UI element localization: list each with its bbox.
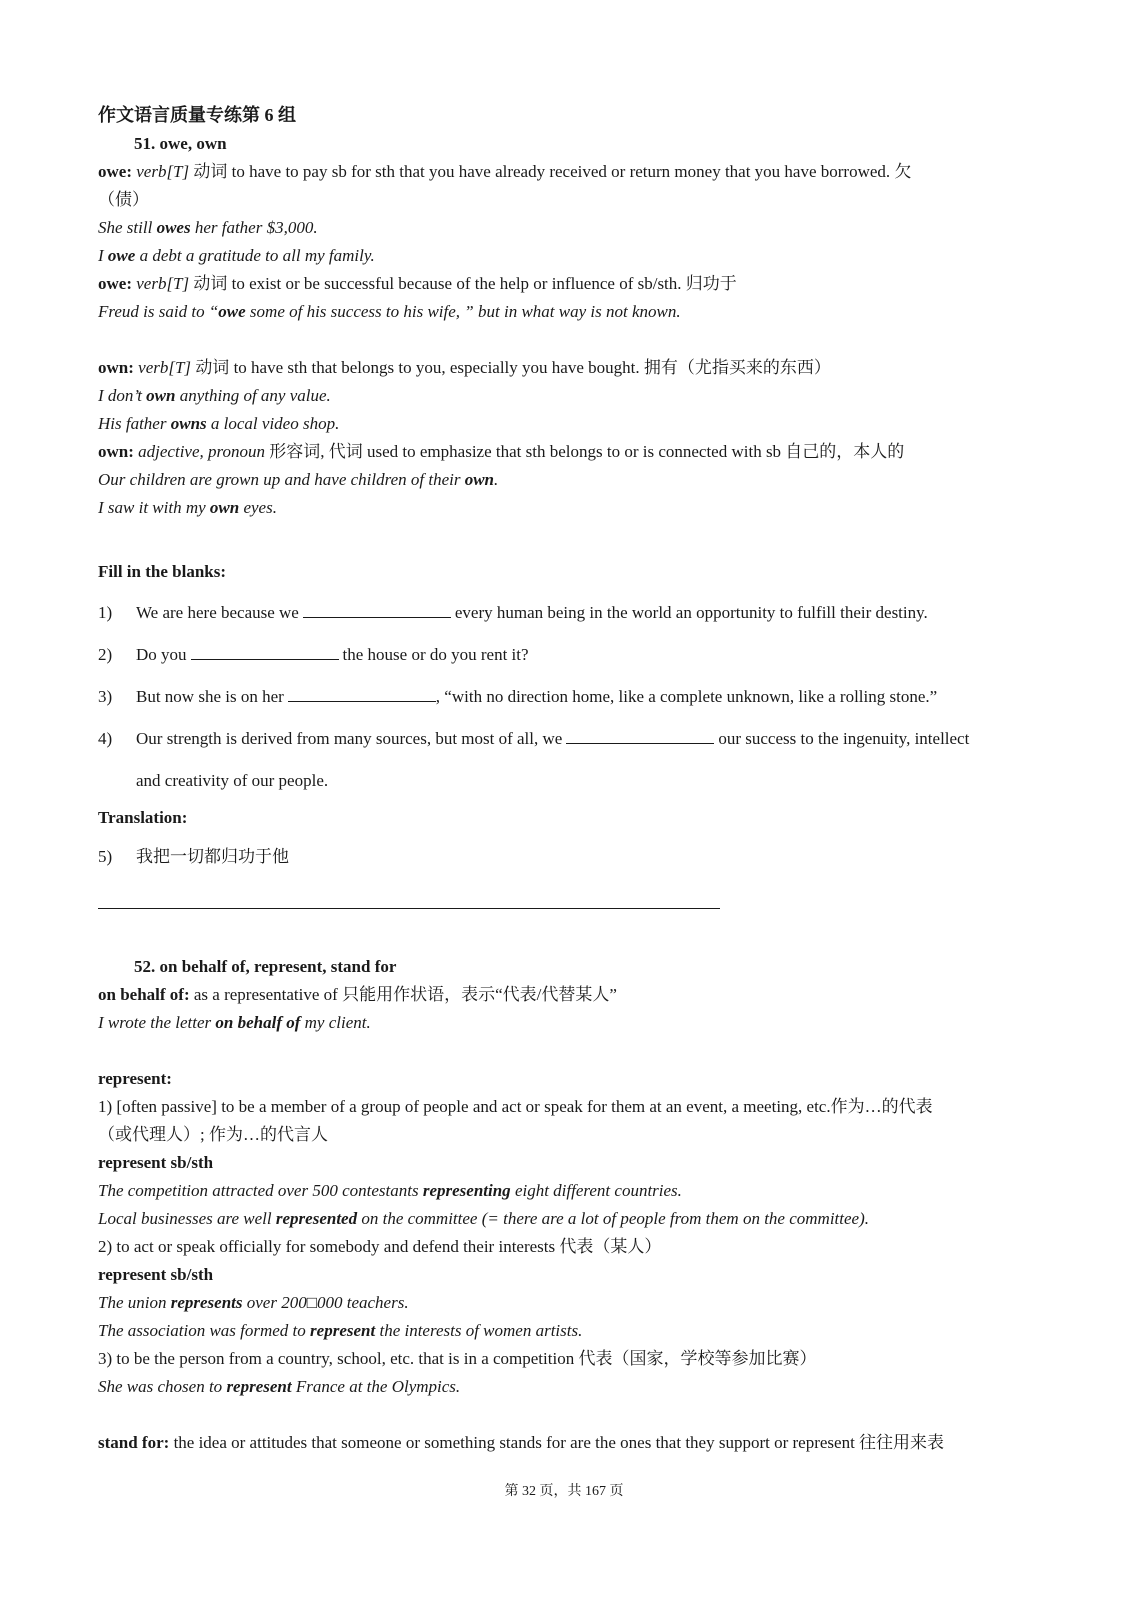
blank-field[interactable] [191, 641, 339, 660]
list-item: 4) Our strength is derived from many sources, but most of all, we our success to the ingenuity, intellect [98, 718, 1038, 760]
example-sentence: I don’t own anything of any value. [98, 386, 331, 405]
part-of-speech: verb[T] [138, 358, 192, 377]
zh-part-of-speech: 动词 [193, 162, 228, 181]
definition-text: used to emphasize that sth belongs to or is connected with sb 自己的，本人的 [367, 442, 905, 461]
blank-field[interactable] [566, 725, 714, 744]
definition-text: to have sth that belongs to you, especially you have bought. 拥有（尤指买来的东西） [233, 358, 831, 377]
headword: stand for: [98, 1433, 170, 1452]
document-page [98, 100, 1038, 1457]
owe-definition-2 [98, 270, 1038, 298]
example-sentence: I saw it with my own eyes. [98, 498, 277, 517]
represent-definition-2: 2) to act or speak officially for somebody and defend their interests 代表（某人） [98, 1237, 662, 1256]
example-sentence: She still owes her father $3,000. [98, 218, 318, 237]
definition-text: to have to pay sb for sth that you have already received or return money that you have borrowed. 欠 [231, 162, 912, 181]
example-sentence: The union represents over 200□000 teachers. [98, 1293, 409, 1312]
zh-part-of-speech: 动词 [193, 274, 228, 293]
blank-field[interactable] [288, 683, 436, 702]
own-definition-2 [98, 438, 1038, 466]
example-sentence: Our children are grown up and have children of their own. [98, 470, 499, 489]
example-sentence: She was chosen to represent France at the Olympics. [98, 1377, 461, 1396]
on-behalf-of-definition: on behalf of: as a representative of 只能用作状语，表示“代表/代替某人” [98, 985, 617, 1004]
example-sentence: I wrote the letter on behalf of my client. [98, 1013, 371, 1032]
own-definition-1 [98, 354, 1038, 382]
list-item: 1) We are here because we every human being in the world an opportunity to fulfill their destiny. [98, 592, 1038, 634]
headword: own: [98, 442, 134, 461]
zh-part-of-speech: 动词 [195, 358, 230, 377]
headword: own: [98, 358, 134, 377]
represent-definition-1-cont: （或代理人）; 作为…的代言人 [98, 1125, 328, 1144]
section-52-heading: 52. on behalf of, represent, stand for [134, 957, 397, 976]
example-sentence: His father owns a local video shop. [98, 414, 340, 433]
example-sentence: The association was formed to represent the interests of women artists. [98, 1321, 583, 1340]
headword: owe: [98, 162, 132, 181]
headword: owe: [98, 274, 132, 293]
represent-definition-3: 3) to be the person from a country, school, etc. that is in a competition 代表（国家，学校等参加比赛） [98, 1349, 817, 1368]
blank-field[interactable] [303, 599, 451, 618]
stand-for-definition: stand for: the idea or attitudes that someone or something stands for are the ones that they support or represent 往往用来表 [98, 1433, 945, 1452]
part-of-speech: verb[T] [136, 162, 190, 181]
example-sentence: Freud is said to “owe some of his success to his wife, ” but in what way is not known. [98, 302, 681, 321]
definition-text: to exist or be successful because of the help or influence of sb/sth. 归功于 [231, 274, 737, 293]
example-sentence: The competition attracted over 500 contestants representing eight different countries. [98, 1181, 682, 1200]
fill-blanks-list [98, 592, 1038, 802]
example-sentence: Local businesses are well represented on the committee (= there are a lot of people from them on the committee). [98, 1209, 869, 1228]
part-of-speech: verb[T] [136, 274, 190, 293]
page-number-footer: 第 32 页，共 167 页 [504, 1484, 624, 1499]
list-item: 3) But now she is on her , “with no direction home, like a complete unknown, like a rolling stone.” [98, 676, 1038, 718]
usage-pattern: represent sb/sth [98, 1265, 214, 1284]
part-of-speech: adjective, pronoun [138, 442, 265, 461]
headword: represent: [98, 1069, 172, 1088]
example-sentence: I owe a debt a gratitude to all my family. [98, 246, 375, 265]
zh-part-of-speech: 形容词, 代词 [269, 442, 363, 461]
owe-definition-1 [98, 158, 1038, 186]
list-item: 5) 我把一切都归功于他 [98, 847, 289, 866]
usage-pattern: represent sb/sth [98, 1153, 214, 1172]
translation-heading: Translation: [98, 808, 188, 827]
fill-blanks-heading: Fill in the blanks: [98, 562, 227, 581]
list-item-continuation: and creativity of our people. [136, 771, 329, 790]
section-51-heading: 51. owe, own [134, 134, 227, 153]
document-title: 作文语言质量专练第 6 组 [98, 105, 296, 125]
owe-definition-1-cont: （债） [98, 190, 149, 209]
represent-definition-1: 1) [often passive] to be a member of a group of people and act or speak for them at an event, a meeting, etc.作为…的代表 [98, 1097, 933, 1116]
headword: on behalf of: [98, 985, 190, 1004]
list-item: 2) Do you the house or do you rent it? [98, 634, 1038, 676]
